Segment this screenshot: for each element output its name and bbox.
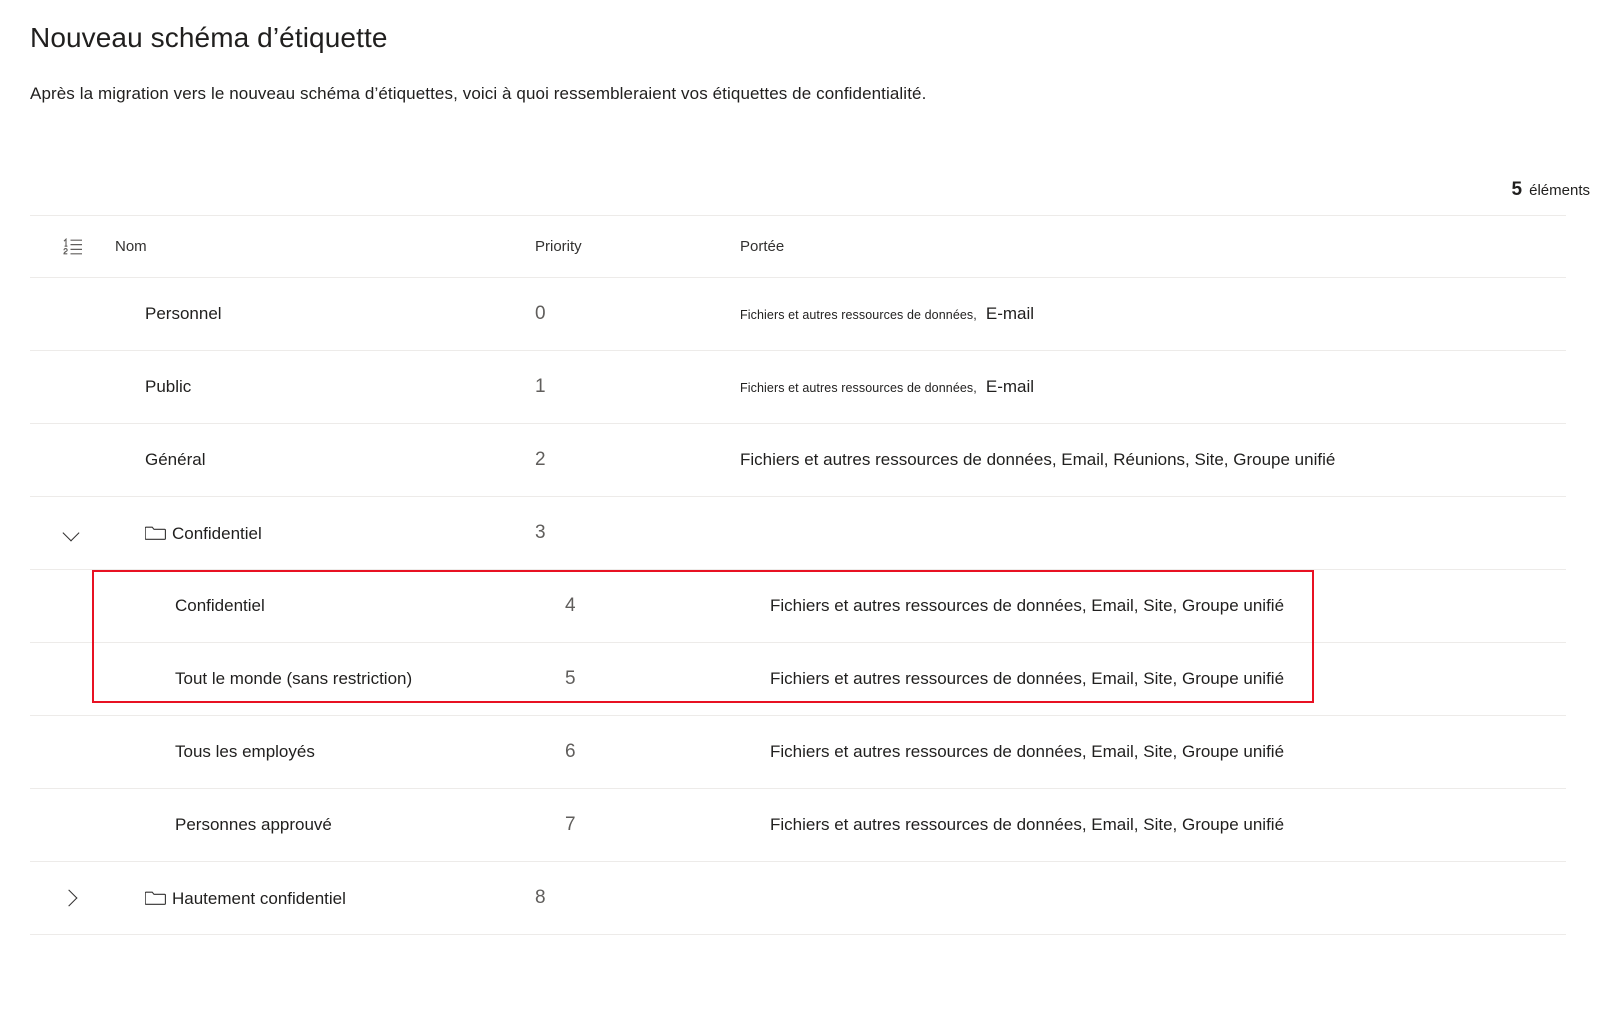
column-header-priority-label: Priority <box>535 238 582 255</box>
row-scope-text: Fichiers et autres ressources de données, Email, Site, Groupe unifié <box>770 669 1285 688</box>
row-scope-cell <box>770 669 1566 689</box>
row-scope-text-small: Fichiers et autres ressources de données, <box>740 381 977 395</box>
row-name-cell <box>115 742 565 762</box>
chevron-right-icon[interactable] <box>62 887 84 909</box>
row-scope-cell <box>740 377 1566 397</box>
table-row[interactable] <box>30 424 1566 497</box>
labels-table <box>30 215 1566 935</box>
row-scope-text: Fichiers et autres ressources de données, Email, Site, Groupe unifié <box>770 742 1285 761</box>
row-name-label: Confidentiel <box>175 596 265 615</box>
row-priority-cell: 5 <box>565 668 576 689</box>
row-name-label: Tous les employés <box>175 742 315 761</box>
row-expand-cell <box>30 351 115 423</box>
row-name-wrapper <box>115 522 262 544</box>
row-name-cell <box>115 815 565 835</box>
table-body <box>30 278 1566 935</box>
row-expand-cell <box>30 570 115 642</box>
row-scope-text-small: Fichiers et autres ressources de données, <box>740 308 977 322</box>
page-title: Nouveau schéma d’étiquette <box>30 22 388 53</box>
item-count-label: éléments <box>1529 182 1590 199</box>
row-name-wrapper <box>115 450 205 470</box>
table-row[interactable] <box>30 643 1566 716</box>
row-name-wrapper <box>115 887 346 909</box>
row-scope-email: E-mail <box>985 377 1035 396</box>
row-expand-cell[interactable] <box>30 497 115 569</box>
table-row[interactable] <box>30 570 1566 643</box>
row-name-label: Personnes approuvé <box>175 815 332 834</box>
table-row[interactable] <box>30 351 1566 424</box>
row-priority-cell: 7 <box>565 814 576 835</box>
column-header-priority[interactable] <box>535 238 740 255</box>
row-priority-cell: 0 <box>535 303 546 324</box>
item-count <box>30 104 1592 201</box>
row-name-label: Personnel <box>145 304 222 323</box>
table-row[interactable] <box>30 716 1566 789</box>
row-name-cell <box>115 669 565 689</box>
row-expand-cell <box>30 424 115 496</box>
folder-icon <box>145 889 166 906</box>
row-name-wrapper <box>145 596 265 616</box>
item-count-number: 5 <box>1511 179 1523 200</box>
column-header-name-label: Nom <box>115 238 147 255</box>
chevron-down-icon[interactable] <box>62 522 84 544</box>
table-row[interactable] <box>30 789 1566 862</box>
sort-list-icon[interactable] <box>63 238 83 256</box>
row-name-cell <box>115 596 565 616</box>
column-header-name[interactable] <box>115 238 535 255</box>
row-name-label: Hautement confidentiel <box>172 889 346 908</box>
row-name-wrapper <box>115 377 191 397</box>
row-name-cell <box>115 450 535 470</box>
column-header-scope[interactable] <box>740 238 1566 255</box>
row-scope-cell <box>770 815 1566 835</box>
row-expand-cell <box>30 643 115 715</box>
row-scope-cell <box>770 742 1566 762</box>
row-expand-cell[interactable] <box>30 862 115 934</box>
row-name-label: Tout le monde (sans restriction) <box>175 669 413 688</box>
row-scope-text: Fichiers et autres ressources de données, Email, Site, Groupe unifié <box>770 815 1285 834</box>
row-name-cell <box>115 377 535 397</box>
row-scope-cell <box>740 450 1566 470</box>
row-name-cell <box>115 522 535 544</box>
row-scope-text: Fichiers et autres ressources de données, Email, Site, Groupe unifié <box>770 596 1285 615</box>
row-scope-email: E-mail <box>985 304 1035 323</box>
row-name-wrapper <box>145 669 412 689</box>
column-header-scope-label: Portée <box>740 238 785 255</box>
row-name-label: Confidentiel <box>172 524 262 543</box>
table-header-row <box>30 216 1566 278</box>
row-priority-cell: 3 <box>535 522 546 543</box>
row-scope-text: Fichiers et autres ressources de données, Email, Réunions, Site, Groupe unifié <box>740 450 1336 469</box>
row-name-cell <box>115 887 535 909</box>
row-expand-cell <box>30 278 115 350</box>
table-row[interactable] <box>30 862 1566 935</box>
row-priority-cell: 8 <box>535 887 546 908</box>
sort-options-cell[interactable] <box>30 216 115 277</box>
row-name-wrapper <box>115 304 222 324</box>
row-name-cell <box>115 304 535 324</box>
row-expand-cell <box>30 789 115 861</box>
row-priority-cell: 4 <box>565 595 576 616</box>
row-name-wrapper <box>145 815 332 835</box>
row-scope-cell <box>770 596 1566 616</box>
row-priority-cell: 1 <box>535 376 546 397</box>
page-description: Après la migration vers le nouveau schéma d’étiquettes, voici à quoi ressembleraient vos étiquettes de confidentialité. <box>30 84 927 103</box>
row-name-label: Public <box>145 377 192 396</box>
row-scope-cell <box>740 304 1566 324</box>
table-row[interactable] <box>30 497 1566 570</box>
row-name-label: Général <box>145 450 206 469</box>
row-name-wrapper <box>145 742 315 762</box>
row-priority-cell: 2 <box>535 449 546 470</box>
folder-icon <box>145 524 166 541</box>
row-priority-cell: 6 <box>565 741 576 762</box>
row-expand-cell <box>30 716 115 788</box>
table-row[interactable] <box>30 278 1566 351</box>
